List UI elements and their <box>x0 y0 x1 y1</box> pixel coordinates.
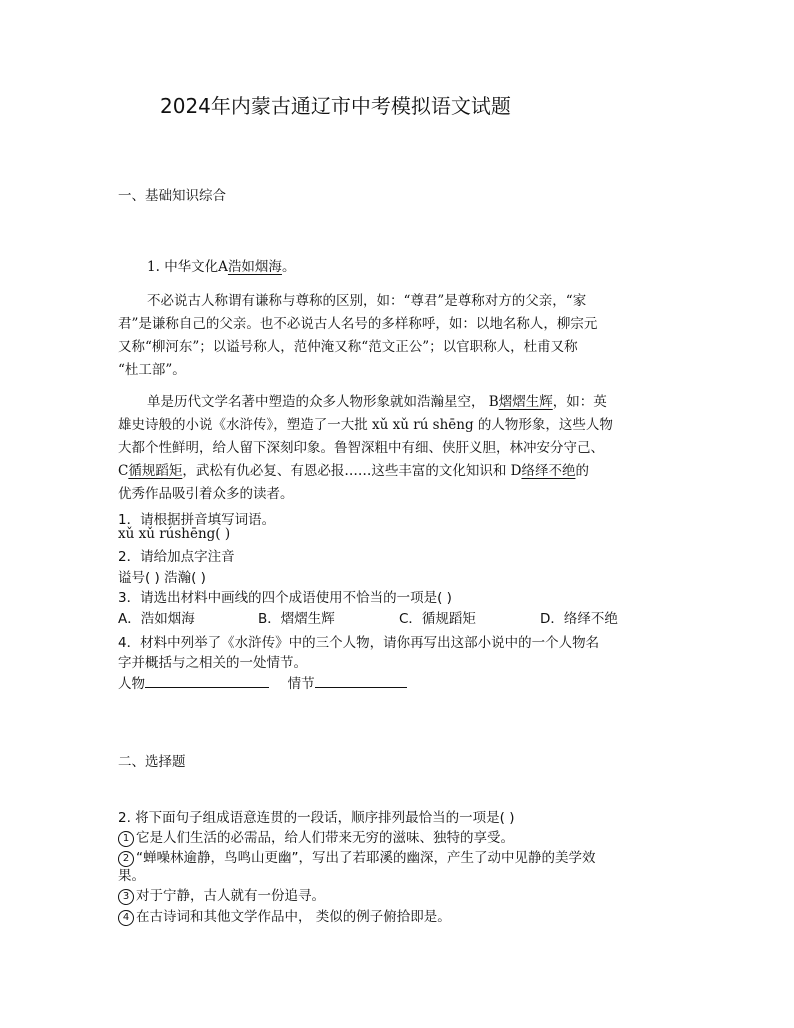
circled-number-1: 1 <box>118 831 134 847</box>
sub-question-4-line1: 4．材料中列举了《水浒传》中的三个人物，请你再写出这部小说中的一个人物名 <box>118 635 600 651</box>
para2-line3: 大都个性鲜明，给人留下深刻印象。鲁智深粗中有细、侠肝义胆，林冲安分守己、 <box>118 440 604 456</box>
circled-number-2: 2 <box>118 851 134 867</box>
sentence-text-1: 它是人们生活的必需品，给人们带来无穷的滋味、独特的享受。 <box>136 830 514 846</box>
section-heading-choice: 二、选择题 <box>118 754 186 770</box>
page-title: 2024年内蒙古通辽市中考模拟语文试题 <box>160 94 511 118</box>
sub-question-3: 3．请选出材料中画线的四个成语使用不恰当的一项是( ) <box>118 590 452 606</box>
marker-b: B <box>488 394 499 410</box>
idiom-d-underlined: 络绎不绝 <box>521 463 576 479</box>
option-b[interactable]: B．熠熠生辉 <box>258 611 335 627</box>
para1-line3: 又称“柳河东”；以谥号称人，范仲淹又称“范文正公”；以官职称人，杜甫又称 <box>118 339 578 355</box>
para1-line4: “杜工部”。 <box>118 362 186 378</box>
marker-c: C <box>118 463 129 479</box>
person-answer-blank[interactable] <box>145 673 269 688</box>
sentence-item-2 <box>118 846 596 867</box>
para2-line4-end: 的 <box>575 463 589 479</box>
sentence-text-3: 对于宁静，古人就有一份追寻。 <box>136 888 325 904</box>
plot-label: 情节 <box>287 676 315 692</box>
para1-line1: 不必说古人称谓有谦称与尊称的区别，如：“尊君”是尊称对方的父亲，“家 <box>147 293 587 309</box>
question-2: 2. 将下面句子组成语意连贯的一段话，顺序排列最恰当的一项是( ) <box>118 810 515 826</box>
sentence-text-2: “蝉噪林逾静，鸟鸣山更幽”，写出了若耶溪的幽深，产生了动中见静的美学效 <box>136 850 596 866</box>
para2-line1-end: ，如：英 <box>552 394 607 410</box>
para2-line5: 优秀作品吸引着众多的读者。 <box>118 486 294 502</box>
para2-line1-text: 单是历代文学名著中塑造的众多人物形象就如浩瀚星空， <box>147 394 485 410</box>
para2-line2: 雄史诗般的小说《水浒传》，塑造了一大批 xǔ xǔ rú shēng 的人物形象，这些人物 <box>118 417 613 433</box>
sentence-item-1 <box>118 826 514 847</box>
para2-line4-text: ，武松有仇必复、有恩必报……这些丰富的文化知识和 D <box>182 463 522 479</box>
sentence-item-3 <box>118 884 325 905</box>
sub-question-4-line2: 字并概括与之相关的一处情节。 <box>118 655 307 671</box>
sentence-item-4 <box>118 905 451 926</box>
pinyin-answer-blank[interactable]: xǔ xǔ rúshēng( ) <box>118 526 231 542</box>
option-c[interactable]: C．循规蹈矩 <box>399 611 476 627</box>
circled-number-3: 3 <box>118 889 134 905</box>
plot-answer-blank[interactable] <box>315 673 407 688</box>
circled-number-4: 4 <box>118 910 134 926</box>
para2-line1 <box>147 391 607 414</box>
sub-question-1: 1．请根据拼音填写词语。 <box>118 512 276 528</box>
answer-line-row <box>118 672 407 692</box>
q1-number: 1. <box>147 259 160 275</box>
q1-text: 中华文化A <box>164 259 228 275</box>
sub-question-2: 2．请给加点字注音 <box>118 549 235 565</box>
person-label: 人物 <box>118 676 145 692</box>
q1-intro <box>147 256 295 279</box>
idiom-b-underlined: 熠熠生辉 <box>498 394 553 410</box>
sentence-item-2-continued: 果。 <box>118 868 145 884</box>
annotation-blanks[interactable]: 谥号( ) 浩瀚( ) <box>118 570 206 586</box>
sentence-text-4: 在古诗词和其他文学作品中， 类似的例子俯拾即是。 <box>136 909 451 925</box>
para1-line2: 君”是谦称自己的父亲。也不必说古人名号的多样称呼，如：以地名称人，柳宗元 <box>118 316 598 332</box>
option-d[interactable]: D．络绎不绝 <box>540 611 618 627</box>
option-a[interactable]: A．浩如烟海 <box>118 611 195 627</box>
para2-line4 <box>118 460 589 483</box>
q1-end: 。 <box>281 259 296 275</box>
section-heading-basic-knowledge: 一、基础知识综合 <box>118 188 226 204</box>
idiom-a-underlined: 浩如烟海 <box>227 259 282 275</box>
idiom-c-underlined: 循规蹈矩 <box>128 463 183 479</box>
